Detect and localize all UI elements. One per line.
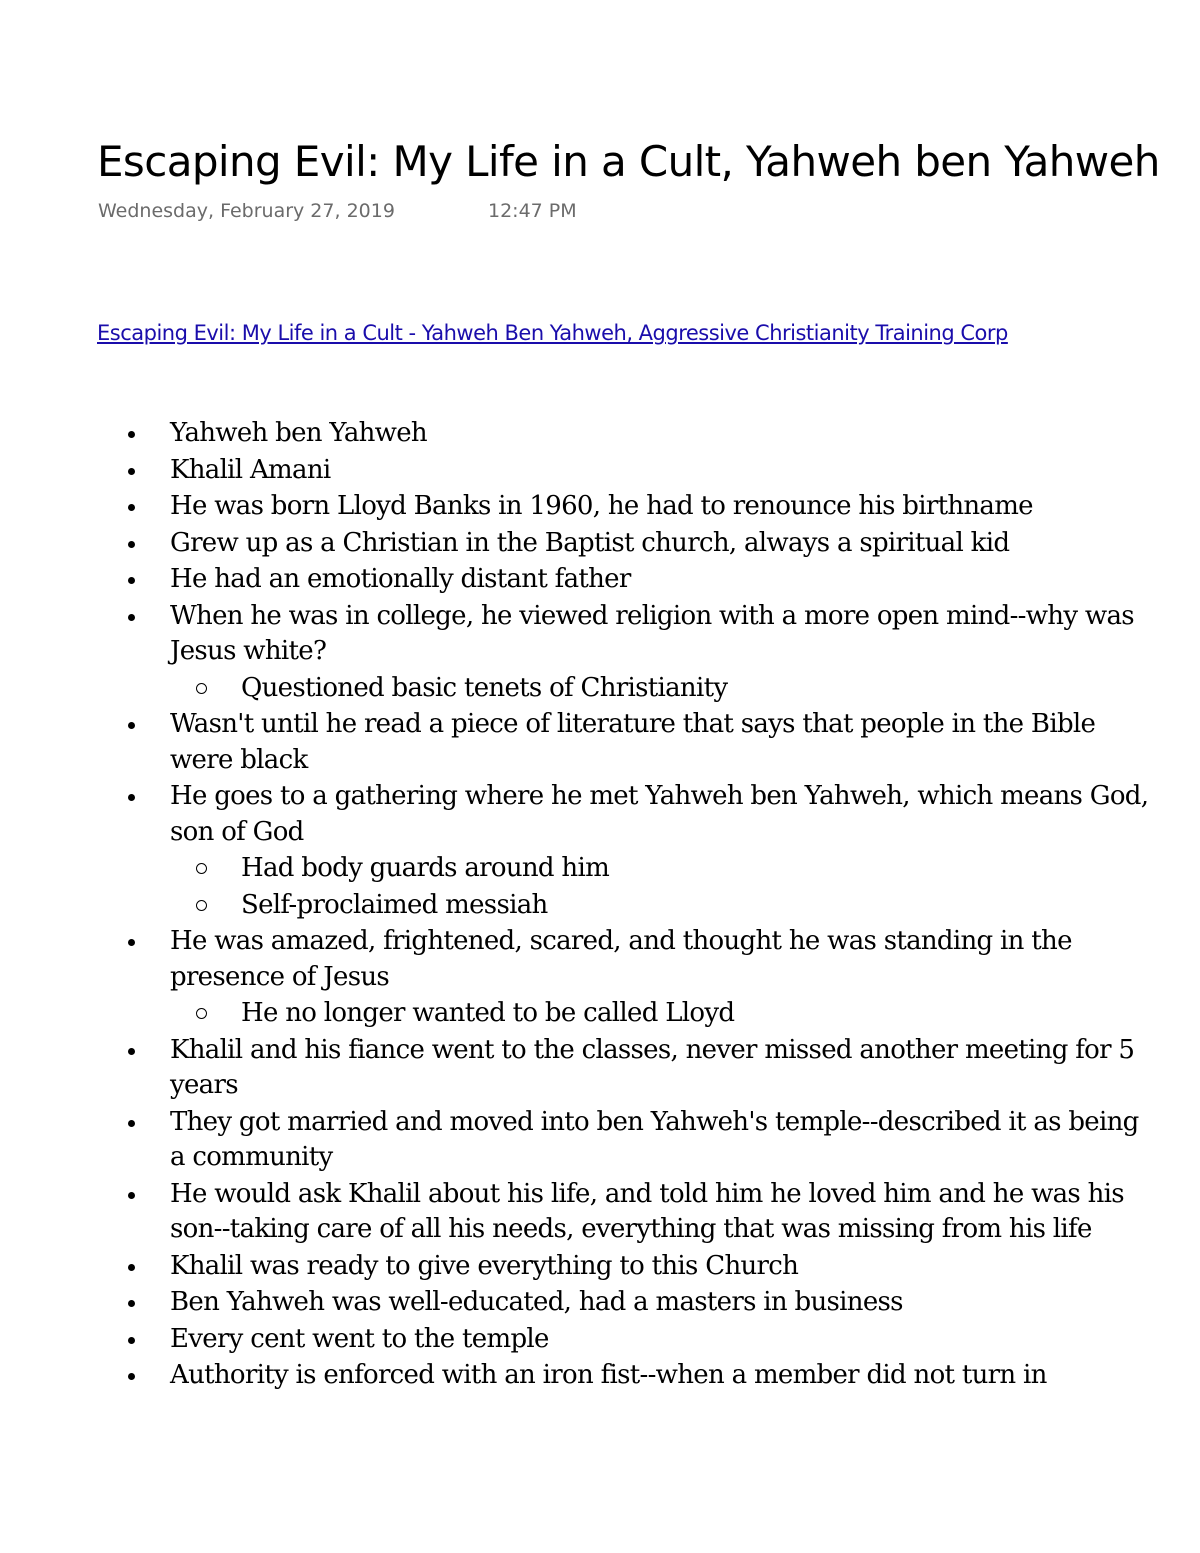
list-item-text: Wasn't until he read a piece of literature that says that people in the Bible were black: [170, 709, 1096, 775]
list-item: [0, 707, 1160, 778]
bullet-icon: [128, 1264, 135, 1271]
list-item: [0, 416, 1160, 452]
sub-list-item-text: He no longer wanted to be called Lloyd: [241, 998, 735, 1028]
list-item: [0, 489, 1160, 525]
hollow-bullet-icon: [196, 900, 207, 911]
bullet-icon: [128, 1048, 135, 1055]
notes-list-container: [0, 416, 1200, 1438]
sub-list-item: [0, 996, 1160, 1032]
bullet-icon: [128, 1373, 135, 1380]
list-item: [0, 599, 1160, 670]
list-item-text: Authority is enforced with an iron fist--when a member did not turn in: [170, 1360, 1047, 1390]
list-item-text: Grew up as a Christian in the Baptist church, always a spiritual kid: [170, 527, 1010, 558]
bullet-icon: [128, 614, 135, 621]
bullet-icon: [128, 577, 135, 584]
list-item-text: He would ask Khalil about his life, and told him he loved him and he was his son--taking care of all his needs, everything that was missing from his life: [170, 1178, 1124, 1244]
hollow-bullet-icon: [196, 863, 207, 874]
sub-list-item-text: Had body guards around him: [241, 853, 610, 883]
list-item-text: Khalil was ready to give everything to this Church: [170, 1250, 799, 1281]
source-link[interactable]: Escaping Evil: My Life in a Cult - Yahweh Ben Yahweh, Aggressive Christianity Training Corp: [97, 321, 1008, 345]
list-item: [0, 526, 1160, 562]
list-item: [0, 1358, 1160, 1394]
hollow-bullet-icon: [196, 683, 207, 694]
list-item: [0, 1033, 1160, 1104]
bullet-icon: [128, 939, 135, 946]
sub-list-item: [0, 888, 1160, 924]
list-item-text: They got married and moved into ben Yahweh's temple--described it as being a community: [170, 1106, 1139, 1172]
page-title: Escaping Evil: My Life in a Cult, Yahweh ben Yahweh: [97, 137, 1160, 186]
list-item: [0, 562, 1160, 598]
bullet-icon: [128, 1120, 135, 1127]
list-item: [0, 453, 1160, 489]
bullet-icon: [128, 1337, 135, 1344]
bullet-icon: [128, 468, 135, 475]
list-item: [0, 1105, 1160, 1176]
list-item-text: Yahweh ben Yahweh: [170, 418, 427, 448]
note-date: Wednesday, February 27, 2019: [98, 200, 395, 222]
bullet-icon: [128, 431, 135, 438]
list-item-text: He had an emotionally distant father: [170, 564, 631, 594]
list-item-text: He was amazed, frightened, scared, and thought he was standing in the presence of Jesus: [170, 926, 1072, 992]
note-time: 12:47 PM: [488, 200, 577, 222]
sub-list-item-text: Questioned basic tenets of Christianity: [241, 672, 728, 703]
list-item-text: Every cent went to the temple: [170, 1323, 549, 1354]
bullet-icon: [128, 1300, 135, 1307]
list-item: [0, 1249, 1160, 1285]
bullet-icon: [128, 722, 135, 729]
list-item-text: He goes to a gathering where he met Yahweh ben Yahweh, which means God, son of God: [170, 781, 1149, 847]
sub-list-item: [0, 671, 1160, 707]
bullet-icon: [128, 794, 135, 801]
bullet-icon: [128, 541, 135, 548]
sub-list-item-text: Self-proclaimed messiah: [241, 889, 548, 920]
list-item-text: When he was in college, he viewed religion with a more open mind--why was Jesus white?: [170, 600, 1134, 666]
list-item: [0, 779, 1160, 850]
list-item: [0, 1322, 1160, 1358]
list-item: [0, 1285, 1160, 1321]
notes-list: [0, 416, 1200, 1394]
list-item-text: He was born Lloyd Banks in 1960, he had to renounce his birthname: [170, 491, 1033, 521]
list-item-text: Ben Yahweh was well-educated, had a masters in business: [170, 1287, 903, 1317]
bullet-icon: [128, 1192, 135, 1199]
hollow-bullet-icon: [196, 1008, 207, 1019]
sub-list-item: [0, 851, 1160, 887]
list-item-text: Khalil Amani: [170, 454, 331, 485]
list-item: [0, 924, 1160, 995]
list-item: [0, 1177, 1160, 1248]
bullet-icon: [128, 504, 135, 511]
list-item-text: Khalil and his fiance went to the classes, never missed another meeting for 5 years: [170, 1034, 1135, 1100]
